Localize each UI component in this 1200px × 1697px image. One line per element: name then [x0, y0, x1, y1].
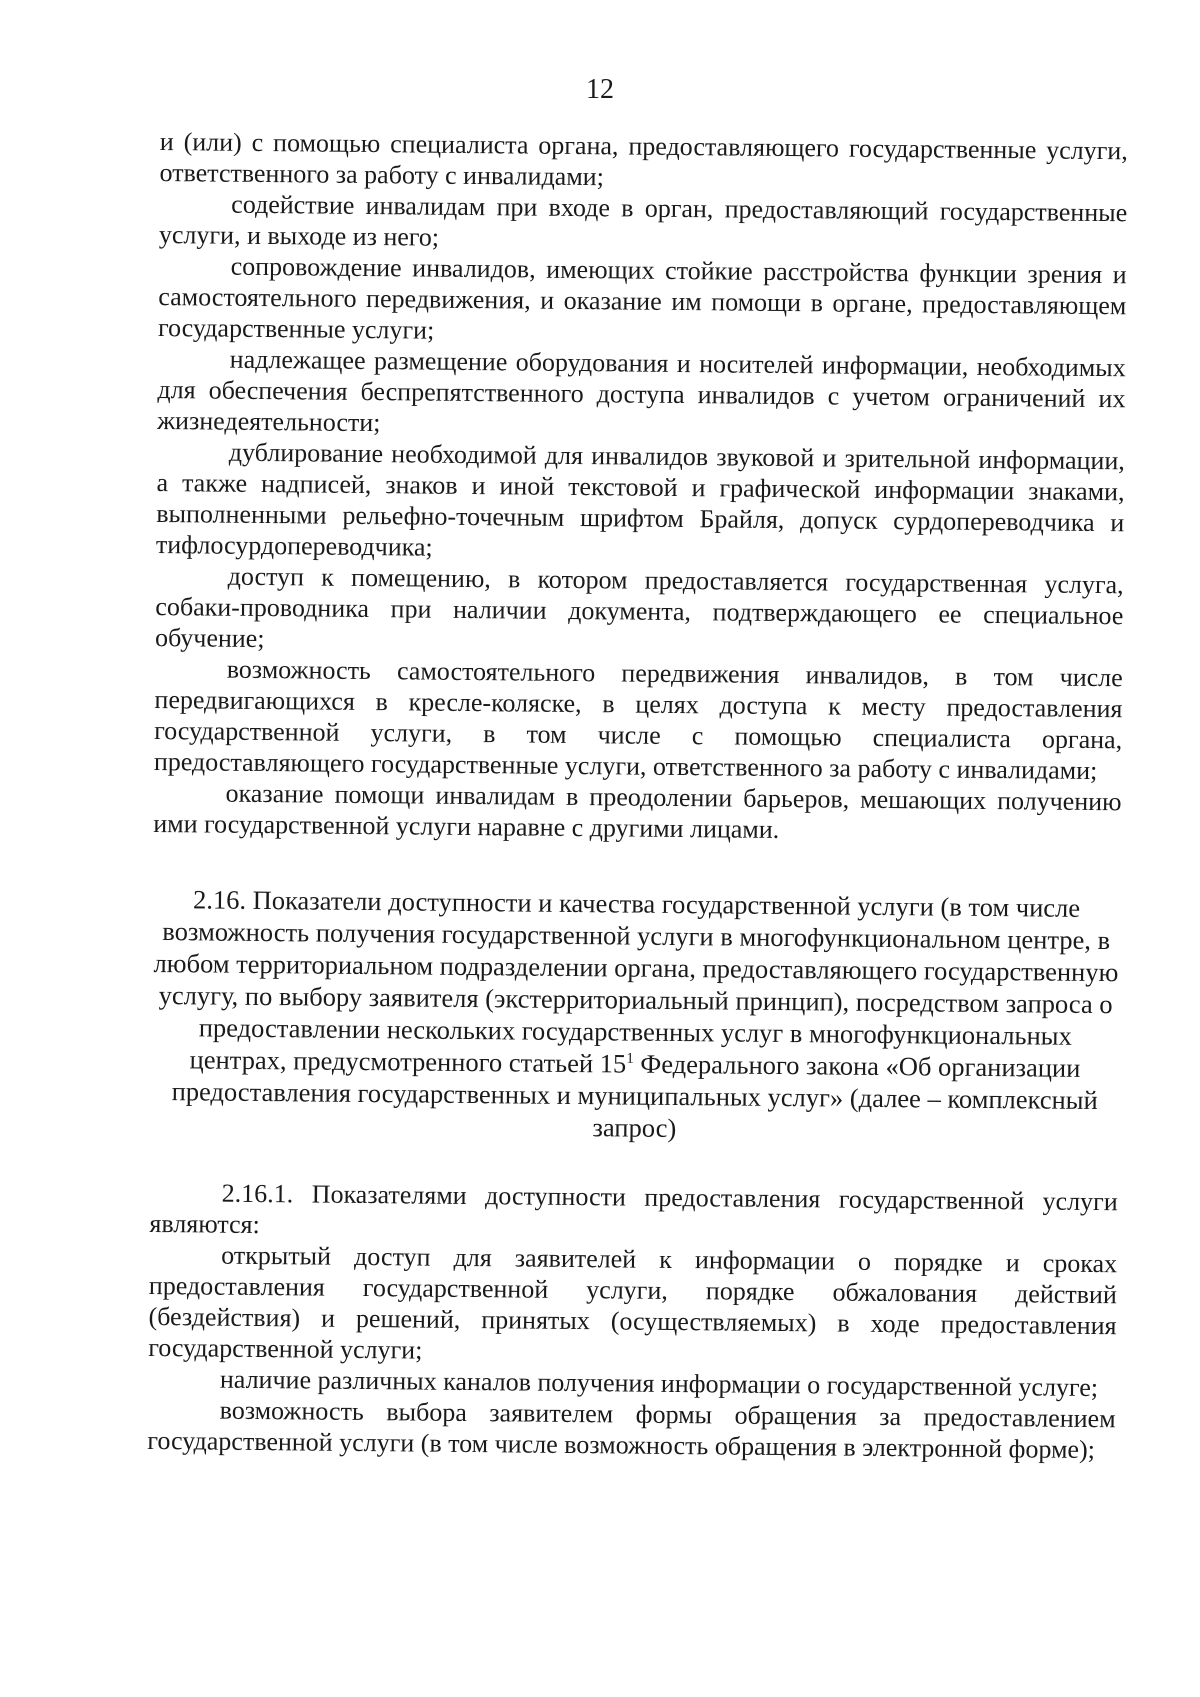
paragraph-barrier-assistance: оказание помощи инвалидам в преодолении барьеров, мешающих получению ими государственной услуги наравне с другими лицами. [153, 778, 1122, 844]
paragraph-braille-duplication: дублирование необходимой для инвалидов звуковой и зрительной информации, а также надписей, знаков и иной текстовой и графической информации знаками, выполненными рельефно-точечным шрифтом Брайля, допуск сурдопереводчика и тифлосурдопереводчика; [155, 437, 1125, 562]
paragraph-open-access: открытый доступ для заявителей к информации о порядке и сроках предоставления государственной услуги, порядке обжалования действий (бездействия) и решений, принятых (осуществляемых) в ходе предоставления государственной услуги; [148, 1240, 1118, 1365]
heading-text-main: 2.16. Показатели доступности и качества государственной услуги (в том числе возможность получения государственной услуги в многофункциональном центре, в любом территориальном подразделении органа, предоставляющего государственную услугу, по выбору заявителя (экстерриториальный принцип), посредством запроса о предоставлении нескольких государственных услуг в многофункциональных центрах, предусмотренного статьей 15 [153, 884, 1119, 1079]
heading-text-tail: Федерального закона «Об организации предоставления государственных и муниципальных услуг» (далее – комплексный запрос) [171, 1048, 1098, 1144]
paragraph-independent-movement: возможность самостоятельного передвижения инвалидов, в том числе передвигающихся в кресле-коляске, в целях доступа к месту предоставления государственной услуги, в том числе с помощью специалиста органа, предоставляющего государственные услуги, ответственного за работу с инвалидами; [153, 654, 1123, 786]
paragraph-form-choice: возможность выбора заявителем формы обращения за предоставлением государственной услуги (в том числе возможность обращения в электронной форме); [147, 1395, 1116, 1465]
paragraph-escort: сопровождение инвалидов, имеющих стойкие расстройства функции зрения и самостоятельного передвижения, и оказание им помощи в органе, предоставляющем государственные услуги; [157, 251, 1127, 345]
paragraph-equipment-placement: надлежащее размещение оборудования и носителей информации, необходимых для обеспечения беспрепятственного доступа инвалидов с учетом ограничений их жизнедеятельности; [157, 344, 1126, 438]
paragraph-2-16-1: 2.16.1. Показателями доступности предоставления государственной услуги являются: [149, 1178, 1118, 1240]
paragraph-guide-dog-access: доступ к помещению, в котором предоставляется государственная услуга, собаки-проводника при наличии документа, подтверждающего ее специальное обучение; [154, 561, 1124, 654]
page-number: 12 [586, 74, 614, 105]
document-body [147, 126, 1128, 1465]
paragraph-info-channels: наличие различных каналов получения информации о государственной услуге; [219, 1364, 1099, 1403]
paragraph-continuation: и (или) с помощью специалиста органа, предоставляющего государственные услуги, ответственного за работу с инвалидами; [159, 126, 1128, 192]
paragraph-entry-assistance: содействие инвалидам при входе в орган, предоставляющий государственные услуги, и выходе из него; [158, 189, 1128, 252]
heading-superscript: 1 [626, 1050, 634, 1067]
section-heading-2-16 [150, 883, 1120, 1148]
